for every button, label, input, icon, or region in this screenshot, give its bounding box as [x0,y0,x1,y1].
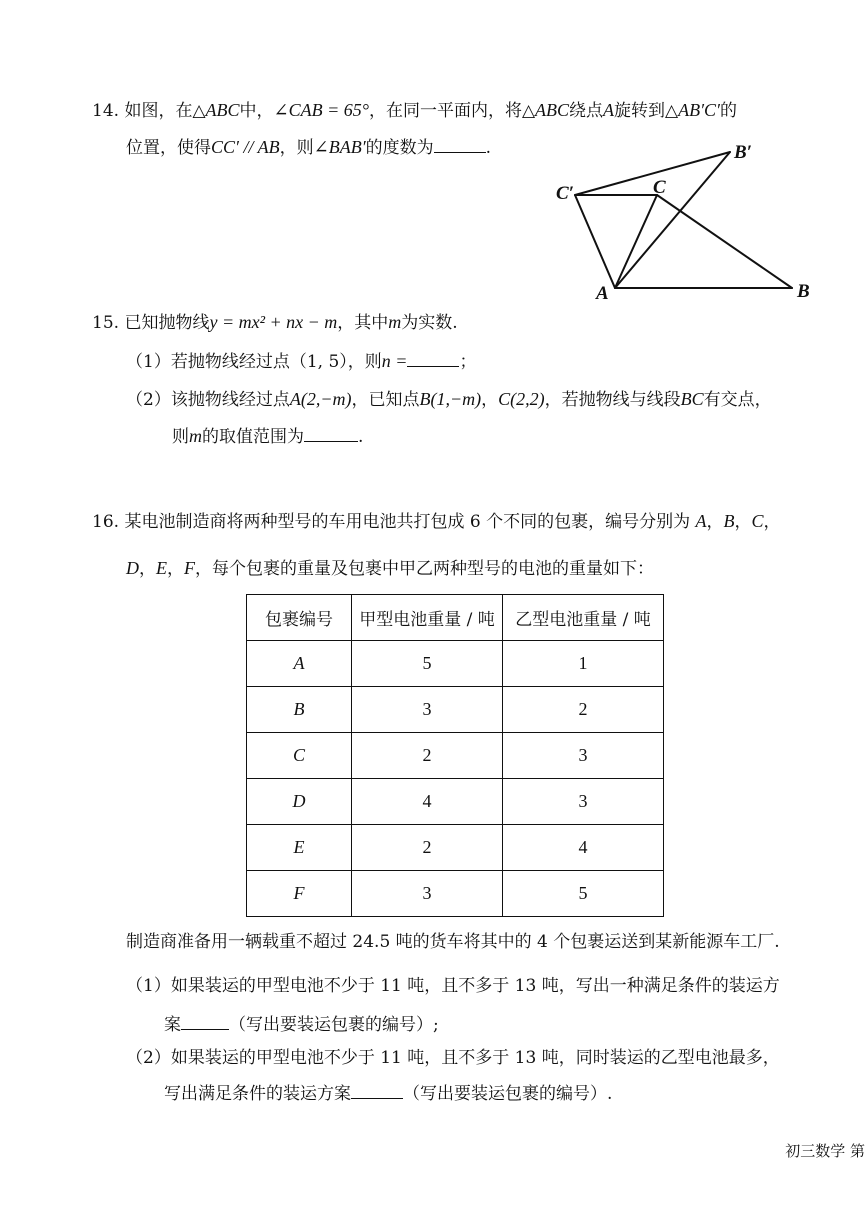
table-cell: A [247,641,352,687]
q15-math: n = [381,351,408,371]
q15-formula: y = mx² + nx − m [209,312,338,332]
answer-blank[interactable] [351,1084,403,1099]
table-cell: 3 [352,871,503,917]
table-cell: E [247,825,352,871]
table-cell: 3 [503,733,664,779]
table-cell: 4 [503,825,664,871]
q14-math: ABC [535,100,570,120]
table-row [247,779,664,825]
q14-text: 中， [239,101,274,121]
table-cell: C [247,733,352,779]
q16-part-1 [126,974,780,998]
q15-part-label: （1） [126,352,171,372]
q16-text: 每个包裹的重量及包裹中甲乙两种型号的电池的重量如下： [212,559,654,579]
q15-text: ，已知点 [351,390,420,410]
q15-point: A(2,−m) [289,389,352,409]
q15-text: . [358,427,364,447]
q14-parallel: CC′ // AB [211,137,280,157]
table-cell: 5 [352,641,503,687]
q14-text: . [485,138,492,158]
table-row [247,641,664,687]
table-header-row [247,595,664,641]
q16-after-table: 制造商准备用一辆载重不超过 24.5 吨的货车将其中的 4 个包裹运送到某新能源车工厂. [126,932,780,952]
q16-text: （写出要装运包裹的编号）; [229,1015,439,1035]
q16-letter: A [695,511,707,531]
q16-text: 如果装运的甲型电池不少于 11 吨，且不多于 13 吨，同时装运的乙型电池最多， [170,1048,780,1068]
table-cell: 3 [352,687,503,733]
answer-blank[interactable] [181,1015,229,1030]
table-cell: B [247,687,352,733]
q14-number: 14. [92,101,120,121]
q16-text: 某电池制造商将两种型号的车用电池共打包成 6 个不同的包裹，编号分别为 [124,512,691,532]
table-cell: 2 [352,825,503,871]
q16-part-1-line-2 [164,1013,439,1037]
q16-part-2 [126,1046,780,1070]
q14-angle: ∠CAB = 65° [273,100,369,120]
q16-letter: E [156,558,167,578]
table-row [247,733,664,779]
q14-math: ABC [205,100,240,120]
q15-text: 则 [172,427,189,447]
table-cell: 2 [352,733,503,779]
q14-math: AB′C′ [678,100,720,120]
q15-text: ， [481,390,499,410]
q16-number: 16. [92,512,120,532]
label-b-prime: B′ [734,142,753,163]
label-b: B [797,281,810,302]
q15-text: 已知抛物线 [124,313,210,333]
q16-letter: F [184,558,195,578]
q15-text: 若抛物线经过点（1, 5），则 [170,352,382,372]
q15-math: m [189,426,202,446]
table-cell: 2 [503,687,664,733]
q16-line-1: 16. 某电池制造商将两种型号的车用电池共打包成 6 个不同的包裹，编号分别为 A，B，C， [92,511,781,532]
q15-text: ，其中 [337,313,389,333]
q15-part-1 [126,349,476,374]
q14-line-2 [126,135,491,160]
q16-part-label: （2） [126,1048,171,1068]
q16-letter: C [751,511,764,531]
q14-ask: ∠BAB′ [313,137,366,157]
q15-part-label: （2） [126,390,171,410]
q15-number: 15. [92,313,120,333]
q14-text: 旋转到△ [614,101,679,121]
q14-text: 的度数为 [365,138,434,158]
segment-cb [657,195,792,288]
table-header: 乙型电池重量 / 吨 [503,595,664,641]
q15-text: 该抛物线经过点 [170,390,290,410]
answer-blank[interactable] [304,427,358,442]
table-row [247,687,664,733]
table-header: 包裹编号 [247,595,352,641]
q15-point: B(1,−m) [419,389,482,409]
page-footer: 初三数学 第 [785,1142,865,1160]
q16-text: 写出满足条件的装运方案 [164,1084,351,1104]
q14-geometry-figure [548,138,818,308]
q15-text: 的取值范围为 [202,427,304,447]
q14-text: 如图，在△ [124,101,206,121]
table-cell: D [247,779,352,825]
q15-math: BC [680,389,704,409]
q15-math: m [388,312,402,332]
table-cell: 4 [352,779,503,825]
q16-text: （写出要装运包裹的编号）. [403,1084,613,1104]
q16-text: 案 [164,1015,181,1035]
segment-ac [615,195,657,288]
answer-blank[interactable] [407,352,459,367]
table-cell: 3 [503,779,664,825]
label-c: C [653,177,666,198]
table-cell: 1 [503,641,664,687]
table-cell: 5 [503,871,664,917]
q15-line-1 [92,310,458,335]
q15-text: ； [459,352,477,372]
q15-part-2-line-2 [172,424,363,449]
q14-math: A [603,100,615,120]
q16-part-label: （1） [126,976,171,996]
q16-part-2-line-2 [164,1082,612,1106]
q15-text: 有交点， [703,390,772,410]
q14-text: 位置，使得 [126,138,211,158]
q15-text: ，若抛物线与线段 [544,390,681,410]
package-weight-table [246,594,664,917]
q14-line-1 [92,98,737,123]
segment-ab-prime [615,152,730,288]
table-row [247,825,664,871]
q16-line-2: D，E，F，每个包裹的重量及包裹中甲乙两种型号的电池的重量如下： [126,558,654,579]
label-a: A [596,283,609,304]
q14-text: ，则 [279,138,314,158]
q14-text: ，在同一平面内，将△ [368,101,536,121]
q16-text: 如果装运的甲型电池不少于 11 吨，且不多于 13 吨，写出一种满足条件的装运方 [170,976,780,996]
q16-letter: D [126,558,139,578]
answer-blank[interactable] [434,138,486,153]
label-c-prime: C′ [556,183,575,204]
q14-text: 绕点 [569,101,604,121]
q14-text: 的 [720,101,737,121]
segment-ac-prime [575,195,615,288]
q15-point: C(2,2) [498,389,545,409]
q16-letter: B [723,511,735,531]
q15-text: 为实数. [401,313,458,333]
q15-part-2 [126,387,772,412]
table-cell: F [247,871,352,917]
table-header: 甲型电池重量 / 吨 [352,595,503,641]
table-row [247,871,664,917]
